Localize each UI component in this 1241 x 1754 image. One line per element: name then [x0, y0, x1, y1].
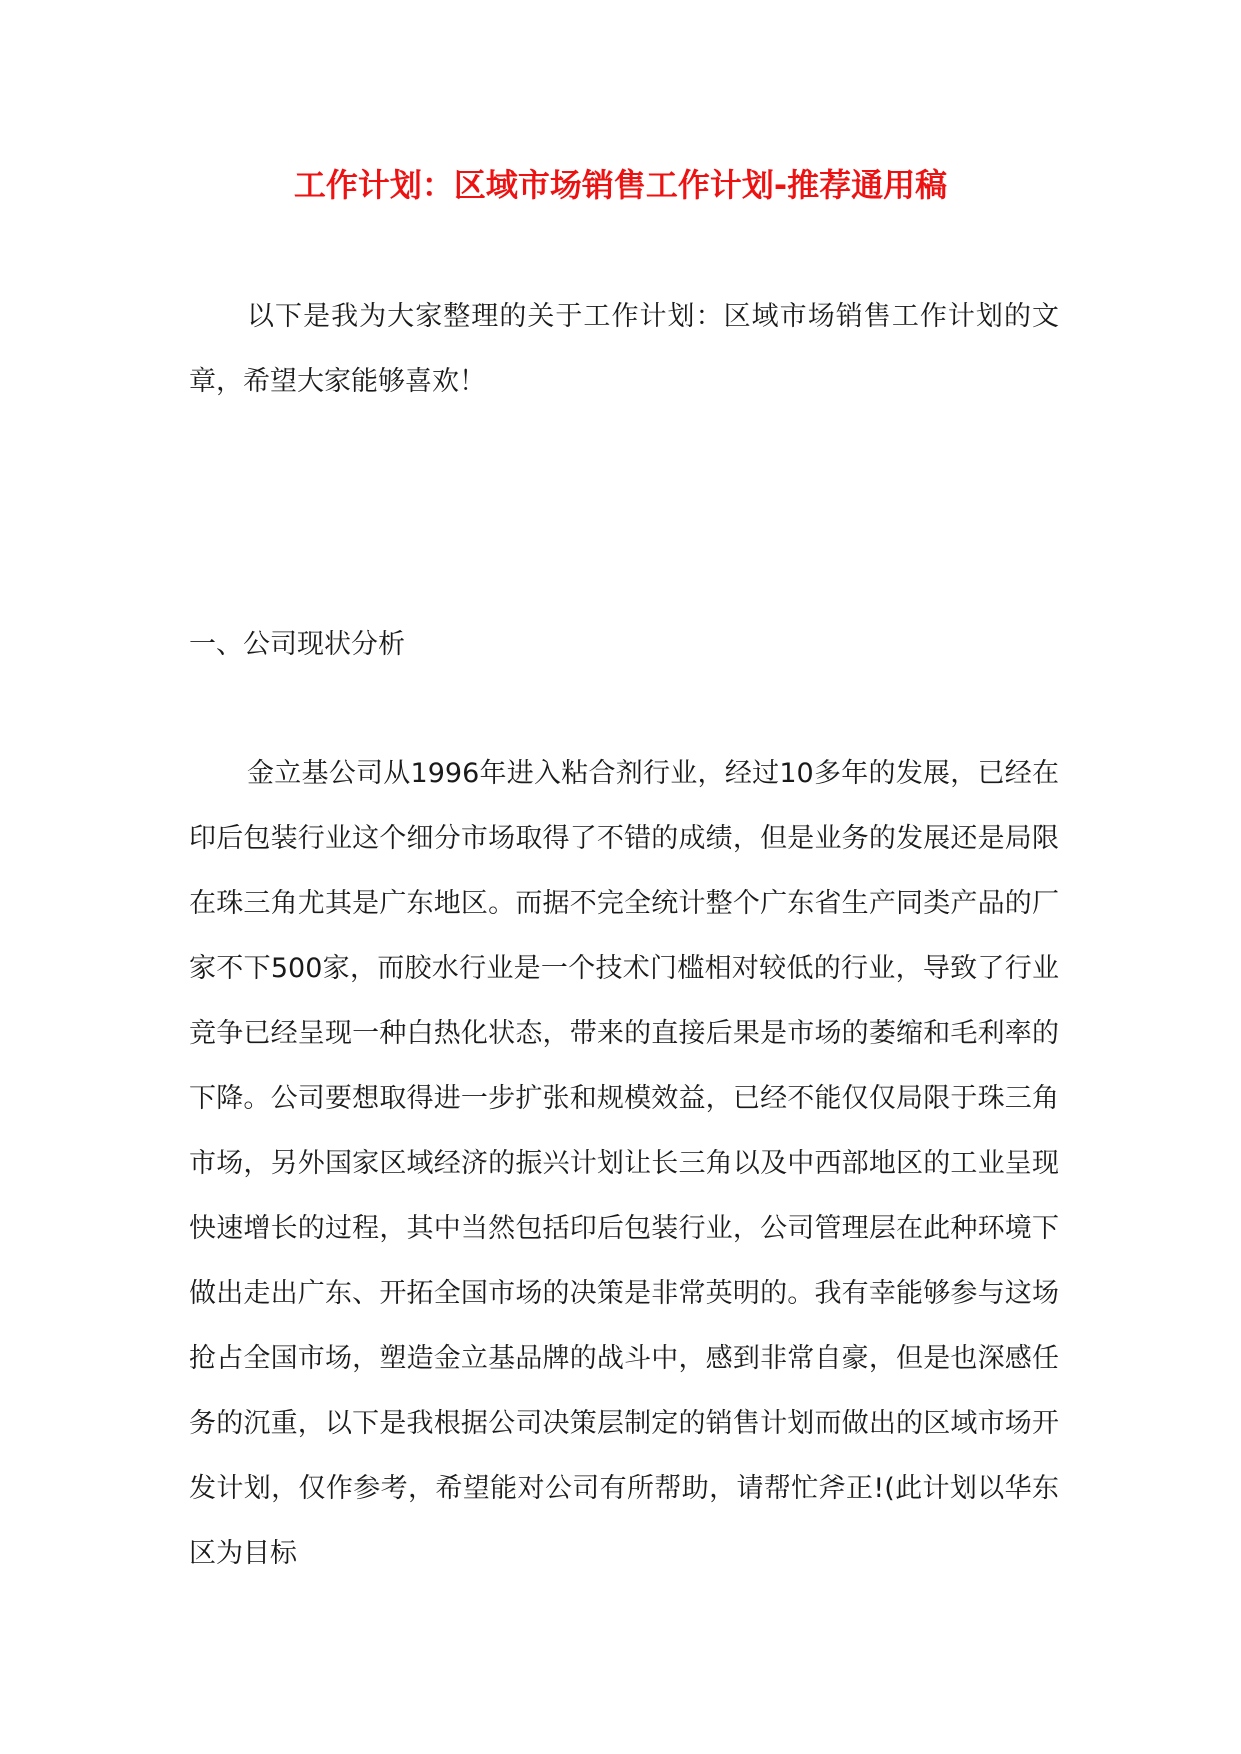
document-title: 工作计划：区域市场销售工作计划-推荐通用稿 [293, 166, 948, 204]
body-paragraph: 金立基公司从1996年进入粘合剂行业，经过10多年的发展，已经在印后包装行业这个细分市场取得了不错的成绩，但是业务的发展还是局限在珠三角尤其是广东地区。而据不完全统计整个广东省生产同类产品的厂家不下500家，而胶水行业是一个技术门槛相对较低的行业，导致了行业竞争已经呈现一种白热化状态，带来的直接后果是市场的萎缩和毛利率的下降。公司要想取得进一步扩张和规模效益，已经不能仅仅局限于珠三角市场，另外国家区域经济的振兴计划让长三角以及中西部地区的工业呈现快速增长的过程，其中当然包括印后包装行业，公司管理层在此种环境下做出走出广东、开拓全国市场的决策是非常英明的。我有幸能够参与这场抢占全国市场，塑造金立基品牌的战斗中，感到非常自豪，但是也深感任务的沉重，以下是我根据公司决策层制定的销售计划而做出的区域市场开发计划，仅作参考，希望能对公司有所帮助，请帮忙斧正!(此计划以华东区为目标 [189, 758, 1059, 1569]
section-heading: 一、公司现状分析 [189, 629, 405, 660]
intro-paragraph: 以下是我为大家整理的关于工作计划：区域市场销售工作计划的文章，希望大家能够喜欢！ [189, 301, 1059, 397]
